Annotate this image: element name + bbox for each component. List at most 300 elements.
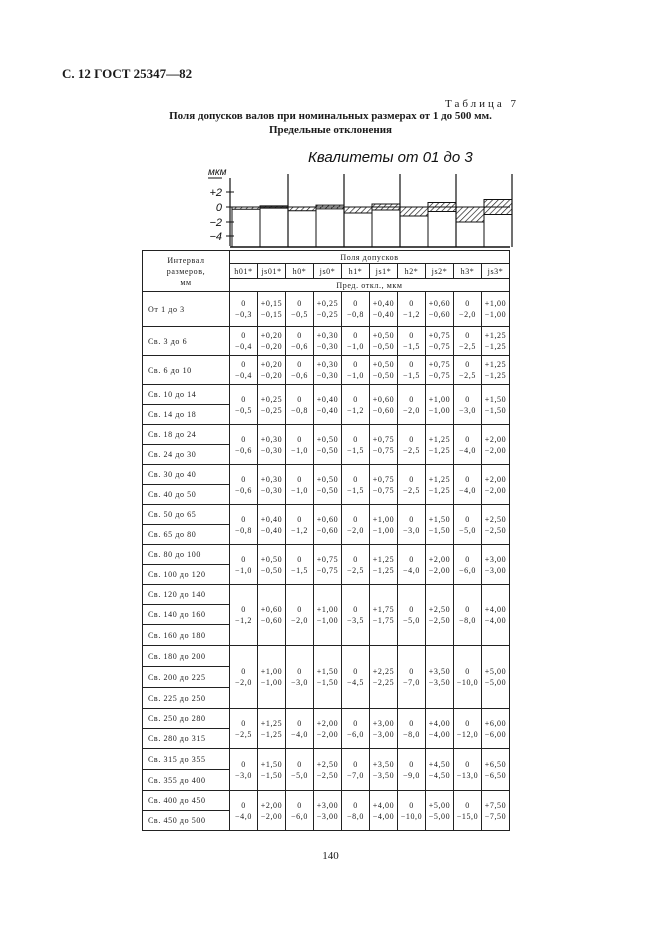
upper-deviation: 0 (353, 299, 358, 308)
lower-deviation: −0,20 (260, 342, 283, 351)
upper-deviation: 0 (409, 474, 414, 484)
lower-deviation: −3,0 (291, 678, 308, 687)
upper-deviation: +1,50 (484, 394, 507, 404)
deviation-cell (426, 709, 454, 749)
lower-deviation: −6,0 (459, 565, 476, 575)
deviation-cell (370, 425, 398, 465)
lower-deviation: −2,0 (403, 405, 420, 415)
deviation-cell (398, 356, 426, 385)
deviation-cell (454, 545, 482, 585)
upper-deviation: +1,00 (260, 667, 283, 676)
lower-deviation: −0,75 (316, 565, 339, 575)
deviation-cell (398, 292, 426, 327)
interval-cell: Св. 140 до 160 (143, 605, 230, 625)
table-row (143, 385, 510, 405)
table-subtitle: Предельные отклонения (268, 124, 393, 136)
deviation-cell (286, 385, 314, 425)
upper-deviation: +1,25 (372, 554, 395, 564)
lower-deviation: −0,40 (316, 405, 339, 415)
lower-deviation: −1,25 (260, 729, 283, 739)
upper-deviation: 0 (241, 331, 246, 340)
lower-deviation: −0,6 (291, 342, 308, 351)
lower-deviation: −1,25 (428, 485, 451, 495)
fields-header: Поля допусков (230, 251, 510, 264)
lower-deviation: −13,0 (456, 770, 479, 780)
lower-deviation: −1,5 (347, 485, 364, 495)
deviation-cell (286, 749, 314, 791)
interval-cell: Св. 50 до 65 (143, 505, 230, 525)
upper-deviation: 0 (353, 800, 358, 810)
deviation-cell (230, 545, 258, 585)
deviation-cell (286, 709, 314, 749)
upper-deviation: +0,25 (260, 394, 283, 404)
lower-deviation: −0,50 (372, 342, 395, 351)
lower-deviation: −2,5 (459, 342, 476, 351)
lower-deviation: −1,25 (484, 371, 507, 380)
deviation-cell (230, 585, 258, 646)
deviation-cell (482, 292, 510, 327)
deviation-cell (398, 709, 426, 749)
lower-deviation: −1,00 (484, 310, 507, 319)
diagram-tick-label: −2 (209, 217, 222, 229)
deviation-cell (286, 292, 314, 327)
upper-deviation: 0 (465, 554, 470, 564)
upper-deviation: +0,60 (260, 605, 283, 614)
deviation-cell (258, 385, 286, 425)
tolerance-diagram (190, 140, 520, 252)
deviation-cell (426, 385, 454, 425)
deviation-cell (454, 709, 482, 749)
interval-cell: Св. 24 до 30 (143, 445, 230, 465)
deviation-cell (314, 749, 342, 791)
tolerance-zone (372, 204, 400, 210)
deviation-cell (482, 749, 510, 791)
deviation-cell (230, 465, 258, 505)
lower-deviation: −5,0 (403, 616, 420, 625)
deviation-cell (398, 545, 426, 585)
lower-deviation: −1,0 (291, 485, 308, 495)
upper-deviation: 0 (241, 360, 246, 369)
tolerance-zone (428, 203, 456, 212)
deviation-cell (426, 465, 454, 505)
lower-deviation: −1,2 (291, 525, 308, 535)
lower-deviation: −2,5 (459, 371, 476, 380)
deviation-cell (230, 327, 258, 356)
upper-deviation: 0 (297, 554, 302, 564)
deviation-cell (286, 791, 314, 831)
upper-deviation: +3,00 (316, 800, 339, 810)
upper-deviation: +1,00 (428, 394, 451, 404)
lower-deviation: −1,0 (347, 371, 364, 380)
table-row (143, 356, 510, 385)
diagram-title: Квалитеты от 01 до 3 (308, 149, 473, 166)
lower-deviation: −0,6 (291, 371, 308, 380)
deviation-cell (426, 749, 454, 791)
lower-deviation: −8,0 (347, 811, 364, 821)
deviation-cell (398, 791, 426, 831)
interval-cell: Св. 280 до 315 (143, 729, 230, 749)
upper-deviation: 0 (241, 718, 246, 728)
deviation-cell (398, 425, 426, 465)
upper-deviation: 0 (409, 360, 414, 369)
lower-deviation: −6,0 (347, 729, 364, 739)
deviation-cell (230, 385, 258, 425)
upper-deviation: +0,50 (372, 331, 395, 340)
upper-deviation: +0,50 (372, 360, 395, 369)
deviation-cell (482, 545, 510, 585)
lower-deviation: −0,60 (372, 405, 395, 415)
upper-deviation: 0 (409, 667, 414, 676)
upper-deviation: +1,00 (484, 299, 507, 308)
table-row (143, 791, 510, 811)
deviation-cell (454, 425, 482, 465)
deviation-cell (398, 585, 426, 646)
lower-deviation: −5,0 (291, 770, 308, 780)
lower-deviation: −3,5 (347, 616, 364, 625)
lower-deviation: −1,25 (484, 342, 507, 351)
upper-deviation: +7,50 (484, 800, 507, 810)
deviation-cell (370, 385, 398, 425)
deviation-cell (314, 356, 342, 385)
interval-cell: Св. 3 до 6 (143, 327, 230, 356)
table-label: Таблица 7 (445, 98, 520, 110)
lower-deviation: −1,75 (372, 616, 395, 625)
upper-deviation: +0,50 (316, 434, 339, 444)
upper-deviation: +0,25 (316, 299, 339, 308)
upper-deviation: 0 (465, 605, 470, 614)
deviation-cell (370, 356, 398, 385)
deviation-cell (314, 327, 342, 356)
tolerance-zone (344, 207, 372, 213)
deviation-cell (286, 505, 314, 545)
upper-deviation: +6,00 (484, 718, 507, 728)
lower-deviation: −0,75 (372, 445, 395, 455)
upper-deviation: 0 (241, 554, 246, 564)
lower-deviation: −0,30 (260, 445, 283, 455)
deviation-cell (454, 292, 482, 327)
table-row (143, 646, 510, 667)
deviation-cell (258, 505, 286, 545)
upper-deviation: +1,00 (372, 514, 395, 524)
lower-deviation: −2,0 (291, 616, 308, 625)
deviation-cell (314, 385, 342, 425)
deviation-cell (398, 327, 426, 356)
table-row (143, 749, 510, 770)
upper-deviation: +1,25 (260, 718, 283, 728)
lower-deviation: −7,0 (403, 678, 420, 687)
upper-deviation: 0 (241, 474, 246, 484)
upper-deviation: +0,30 (316, 360, 339, 369)
lower-deviation: −3,00 (372, 729, 395, 739)
upper-deviation: 0 (297, 800, 302, 810)
deviation-cell (370, 465, 398, 505)
lower-deviation: −2,50 (428, 616, 451, 625)
lower-deviation: −0,8 (291, 405, 308, 415)
lower-deviation: −0,15 (260, 310, 283, 319)
deviation-cell (454, 385, 482, 425)
table-title: Поля допусков валов при номинальных размерах от 1 до 500 мм. (169, 110, 492, 122)
deviation-cell (398, 646, 426, 709)
column-header: h2* (398, 264, 426, 279)
column-header: h1* (342, 264, 370, 279)
deviation-cell (482, 646, 510, 709)
upper-deviation: 0 (241, 667, 246, 676)
interval-cell: Св. 355 до 400 (143, 770, 230, 791)
lower-deviation: −6,0 (291, 811, 308, 821)
lower-deviation: −4,00 (484, 616, 507, 625)
upper-deviation: 0 (465, 800, 470, 810)
upper-deviation: +5,00 (484, 667, 507, 676)
lower-deviation: −1,5 (291, 565, 308, 575)
deviation-cell (286, 585, 314, 646)
deviation-cell (342, 585, 370, 646)
upper-deviation: 0 (465, 759, 470, 769)
interval-cell: Св. 6 до 10 (143, 356, 230, 385)
upper-deviation: 0 (241, 434, 246, 444)
deviation-cell (342, 791, 370, 831)
lower-deviation: −2,0 (347, 525, 364, 535)
upper-deviation: 0 (297, 759, 302, 769)
deviation-cell (258, 791, 286, 831)
upper-deviation: +1,25 (484, 331, 507, 340)
upper-deviation: +0,15 (260, 299, 283, 308)
deviation-cell (342, 292, 370, 327)
tolerance-zone (456, 207, 484, 222)
lower-deviation: −0,50 (316, 445, 339, 455)
deviation-cell (482, 585, 510, 646)
lower-deviation: −0,60 (428, 310, 451, 319)
lower-deviation: −0,8 (347, 310, 364, 319)
interval-cell: Св. 10 до 14 (143, 385, 230, 405)
deviation-cell (426, 646, 454, 709)
deviation-cell (342, 465, 370, 505)
upper-deviation: +0,30 (260, 474, 283, 484)
lower-deviation: −1,50 (316, 678, 339, 687)
deviation-cell (426, 292, 454, 327)
upper-deviation: +1,25 (484, 360, 507, 369)
lower-deviation: −7,0 (347, 770, 364, 780)
deviation-cell (398, 465, 426, 505)
deviation-cell (314, 425, 342, 465)
upper-deviation: +0,75 (372, 434, 395, 444)
lower-deviation: −0,40 (260, 525, 283, 535)
deviation-cell (370, 749, 398, 791)
tolerance-table (142, 250, 510, 831)
upper-deviation: +0,60 (428, 299, 451, 308)
deviation-cell (258, 646, 286, 709)
upper-deviation: 0 (353, 474, 358, 484)
upper-deviation: +2,00 (316, 718, 339, 728)
upper-deviation: 0 (465, 667, 470, 676)
lower-deviation: −2,5 (403, 485, 420, 495)
deviation-cell (314, 545, 342, 585)
diagram-tick-label: +2 (209, 187, 222, 199)
lower-deviation: −4,00 (372, 811, 395, 821)
lower-deviation: −0,75 (428, 371, 451, 380)
lower-deviation: −0,25 (316, 310, 339, 319)
deviation-cell (370, 292, 398, 327)
upper-deviation: +0,40 (316, 394, 339, 404)
lower-deviation: −2,00 (484, 485, 507, 495)
upper-deviation: 0 (241, 514, 246, 524)
upper-deviation: 0 (465, 474, 470, 484)
lower-deviation: −1,00 (372, 525, 395, 535)
upper-deviation: +4,00 (484, 605, 507, 614)
lower-deviation: −0,25 (260, 405, 283, 415)
upper-deviation: 0 (297, 605, 302, 614)
interval-cell: Св. 40 до 50 (143, 485, 230, 505)
deviation-cell (454, 749, 482, 791)
table-row (143, 545, 510, 565)
deviation-cell (258, 749, 286, 791)
deviation-cell (342, 327, 370, 356)
lower-deviation: −1,00 (316, 616, 339, 625)
lower-deviation: −0,50 (260, 565, 283, 575)
upper-deviation: +2,00 (484, 434, 507, 444)
interval-cell: Св. 225 до 250 (143, 688, 230, 709)
upper-deviation: +6,50 (484, 759, 507, 769)
lower-deviation: −0,8 (235, 525, 252, 535)
upper-deviation: 0 (297, 299, 302, 308)
page-header: С. 12 ГОСТ 25347—82 (62, 66, 193, 81)
lower-deviation: −2,0 (235, 678, 252, 687)
deviation-cell (370, 791, 398, 831)
lower-deviation: −4,0 (459, 485, 476, 495)
upper-deviation: +1,50 (260, 759, 283, 769)
upper-deviation: 0 (297, 514, 302, 524)
upper-deviation: +2,00 (428, 554, 451, 564)
deviation-cell (258, 425, 286, 465)
lower-deviation: −7,50 (484, 811, 507, 821)
interval-cell: Св. 120 до 140 (143, 585, 230, 605)
deviation-cell (426, 585, 454, 646)
lower-deviation: −1,0 (347, 342, 364, 351)
deviation-cell (258, 327, 286, 356)
lower-deviation: −1,5 (403, 371, 420, 380)
lower-deviation: −3,0 (235, 770, 252, 780)
upper-deviation: +4,00 (372, 800, 395, 810)
deviation-cell (258, 292, 286, 327)
upper-deviation: +3,00 (484, 554, 507, 564)
lower-deviation: −1,00 (260, 678, 283, 687)
deviation-cell (454, 646, 482, 709)
tolerance-zone (316, 205, 344, 209)
upper-deviation: 0 (465, 394, 470, 404)
interval-cell: Св. 14 до 18 (143, 405, 230, 425)
deviation-cell (454, 356, 482, 385)
deviation-cell (230, 505, 258, 545)
interval-cell: Св. 65 до 80 (143, 525, 230, 545)
lower-deviation: −5,00 (484, 678, 507, 687)
deviation-cell (426, 545, 454, 585)
lower-deviation: −6,00 (484, 729, 507, 739)
deviation-cell (342, 709, 370, 749)
upper-deviation: +2,00 (260, 800, 283, 810)
lower-deviation: −2,00 (484, 445, 507, 455)
upper-deviation: +0,75 (372, 474, 395, 484)
deviation-cell (370, 505, 398, 545)
interval-cell: Св. 100 до 120 (143, 565, 230, 585)
upper-deviation: 0 (409, 434, 414, 444)
upper-deviation: +1,50 (316, 667, 339, 676)
upper-deviation: +5,00 (428, 800, 451, 810)
deviation-cell (482, 465, 510, 505)
upper-deviation: 0 (409, 800, 414, 810)
upper-deviation: +2,00 (484, 474, 507, 484)
deviation-cell (230, 709, 258, 749)
lower-deviation: −2,5 (347, 565, 364, 575)
deviation-cell (314, 465, 342, 505)
lower-deviation: −2,00 (316, 729, 339, 739)
deviation-cell (454, 465, 482, 505)
lower-deviation: −12,0 (456, 729, 479, 739)
lower-deviation: −3,50 (428, 678, 451, 687)
lower-deviation: −0,40 (372, 310, 395, 319)
upper-deviation: +2,50 (428, 605, 451, 614)
upper-deviation: 0 (353, 667, 358, 676)
upper-deviation: 0 (297, 474, 302, 484)
table-row (143, 327, 510, 356)
units-header: Пред. откл., мкм (230, 279, 510, 292)
lower-deviation: −3,0 (403, 525, 420, 535)
upper-deviation: +3,50 (428, 667, 451, 676)
lower-deviation: −2,00 (260, 811, 283, 821)
upper-deviation: +1,00 (316, 605, 339, 614)
deviation-cell (398, 505, 426, 545)
deviation-cell (454, 505, 482, 545)
deviation-cell (426, 425, 454, 465)
diagram-unit: мкм (208, 167, 227, 178)
interval-cell: Св. 450 до 500 (143, 811, 230, 831)
interval-cell: Св. 30 до 40 (143, 465, 230, 485)
upper-deviation: 0 (409, 299, 414, 308)
lower-deviation: −0,30 (316, 342, 339, 351)
deviation-cell (426, 327, 454, 356)
page-number: 140 (322, 850, 339, 862)
upper-deviation: +4,50 (428, 759, 451, 769)
deviation-cell (370, 327, 398, 356)
tolerance-zone (288, 207, 316, 211)
upper-deviation: 0 (409, 331, 414, 340)
deviation-cell (258, 585, 286, 646)
deviation-cell (426, 791, 454, 831)
column-header: h0* (286, 264, 314, 279)
lower-deviation: −3,0 (459, 405, 476, 415)
upper-deviation: +2,50 (316, 759, 339, 769)
lower-deviation: −0,3 (235, 310, 252, 319)
deviation-cell (230, 749, 258, 791)
upper-deviation: 0 (353, 514, 358, 524)
table-row (143, 425, 510, 445)
lower-deviation: −1,2 (403, 310, 420, 319)
lower-deviation: −2,5 (235, 729, 252, 739)
lower-deviation: −0,60 (316, 525, 339, 535)
lower-deviation: −3,00 (316, 811, 339, 821)
lower-deviation: −0,30 (316, 371, 339, 380)
column-header: js0* (314, 264, 342, 279)
lower-deviation: −5,0 (459, 525, 476, 535)
deviation-cell (370, 585, 398, 646)
deviation-cell (482, 709, 510, 749)
lower-deviation: −1,25 (372, 565, 395, 575)
deviation-cell (230, 425, 258, 465)
lower-deviation: −1,50 (428, 525, 451, 535)
column-header: js3* (482, 264, 510, 279)
lower-deviation: −2,50 (316, 770, 339, 780)
upper-deviation: 0 (297, 667, 302, 676)
lower-deviation: −0,20 (260, 371, 283, 380)
deviation-cell (482, 791, 510, 831)
